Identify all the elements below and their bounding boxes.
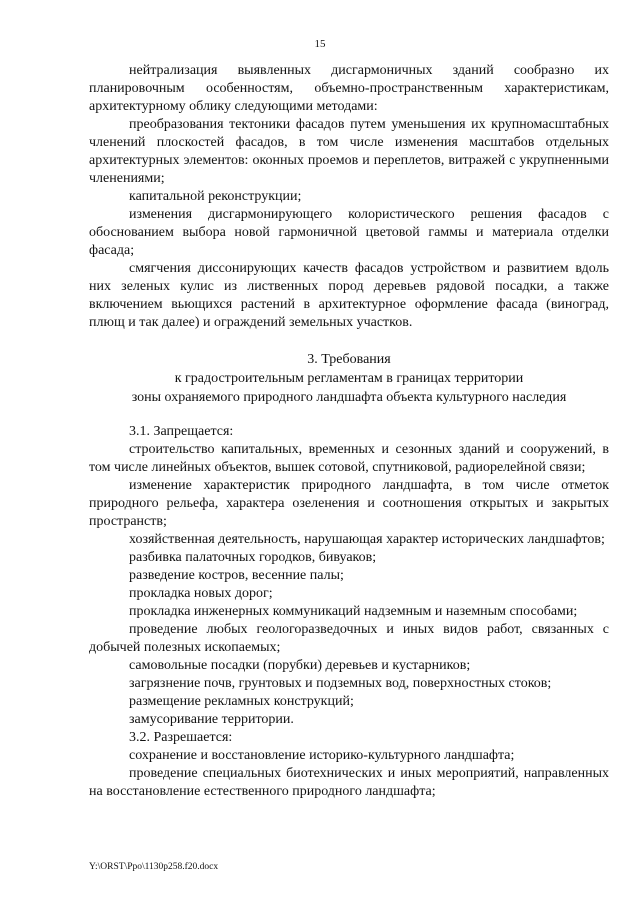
footer-file-path: Y:\ORST\Ppo\1130p258.f20.docx: [89, 862, 219, 872]
subsection-title-permitted: 3.2. Разрешается:: [129, 730, 233, 745]
document-body: [89, 62, 609, 801]
section-heading: [89, 350, 609, 407]
paragraph: нейтрализация выявленных дисгармоничных зданий сообразно их планировочным особенностям, объемно-пространственным характеристикам, архитектурному облику следующими методами:: [89, 63, 609, 114]
paragraph: капитальной реконструкции;: [129, 189, 302, 204]
list-item: разбивка палаточных городков, бивуаков;: [129, 550, 377, 565]
section-heading-number: 3. Требования: [307, 352, 391, 367]
list-item: загрязнение почв, грунтовых и подземных вод, поверхностных стоков;: [129, 676, 552, 691]
list-item: сохранение и восстановление историко-культурного ландшафта;: [129, 748, 515, 763]
page-number: 15: [314, 38, 326, 50]
list-item: разведение костров, весенние палы;: [129, 568, 344, 583]
list-item: прокладка инженерных коммуникаций надземным и наземным способами;: [129, 604, 578, 619]
section-heading-line: к градостроительным регламентам в границах территории: [174, 371, 524, 386]
list-item: самовольные посадки (порубки) деревьев и кустарников;: [129, 658, 471, 673]
subsection-title-prohibited: 3.1. Запрещается:: [129, 424, 234, 439]
list-item: замусоривание территории.: [129, 712, 294, 727]
section-heading-line: зоны охраняемого природного ландшафта объекта культурного наследия: [131, 390, 567, 405]
list-item: хозяйственная деятельность, нарушающая характер исторических ландшафтов;: [129, 532, 605, 547]
paragraph: преобразования тектоники фасадов путем уменьшения их крупномасштабных членений плоскостей фасадов, в том числе изменения масштабов отдельных архитектурных элементов: оконных проемов и переплетов, витражей с укрупненными членениями;: [89, 117, 609, 186]
list-item: размещение рекламных конструкций;: [129, 694, 354, 709]
list-item: проведение специальных биотехнических и иных мероприятий, направленных на восстановление естественного природного ландшафта;: [89, 766, 609, 799]
list-item: изменение характеристик природного ландшафта, в том числе отметок природного рельефа, характера озеленения и соотношения открытых и закрытых пространств;: [89, 478, 609, 529]
paragraph: изменения дисгармонирующего колористического решения фасадов с обоснованием выбора новой гармоничной цветовой гаммы и материала отделки фасада;: [89, 207, 609, 258]
list-item: строительство капитальных, временных и сезонных зданий и сооружений, в том числе линейных объектов, вышек сотовой, спутниковой, радиорелейной связи;: [89, 442, 609, 475]
list-item: прокладка новых дорог;: [129, 586, 273, 601]
paragraph: смягчения диссонирующих качеств фасадов устройством и развитием вдоль них зеленых кулис из лиственных пород деревьев рядовой посадки, а также включением вьющихся растений в архитектурное оформление фасада (виноград, плющ и так далее) и ограждений земельных участков.: [89, 261, 609, 330]
list-item: проведение любых геологоразведочных и иных видов работ, связанных с добычей полезных ископаемых;: [89, 622, 609, 655]
